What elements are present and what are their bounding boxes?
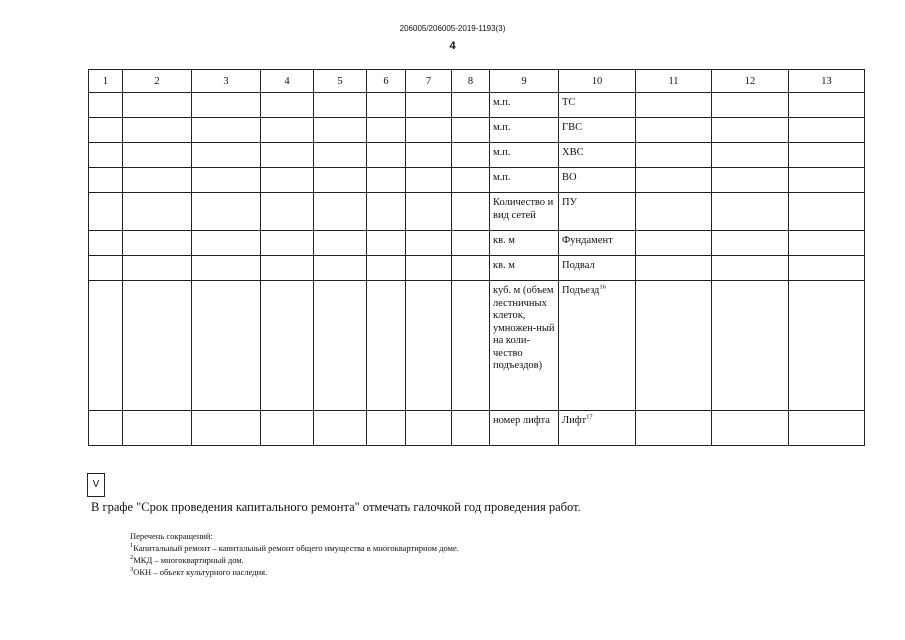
item-label: ПУ — [562, 197, 578, 208]
abbreviations-list — [130, 530, 459, 578]
unit-cell: Количество и вид сетей — [490, 193, 559, 231]
abbreviation-item: $^3$ОКН – объект культурного наследия. — [130, 566, 268, 577]
item-cell — [559, 281, 636, 411]
unit-cell: м.п. — [490, 118, 559, 143]
column-header: 5 — [314, 70, 367, 93]
item-label: ВО — [562, 172, 577, 183]
table-row — [89, 118, 865, 143]
item-cell — [559, 231, 636, 256]
item-cell — [559, 256, 636, 281]
column-header: 4 — [261, 70, 314, 93]
unit-cell: куб. м (объем лестничных клеток, умножен-ный на коли-чество подъездов) — [490, 281, 559, 411]
column-header: 2 — [123, 70, 192, 93]
checkmark-box: V — [87, 473, 105, 497]
table-row — [89, 168, 865, 193]
column-header: 12 — [712, 70, 789, 93]
table-row — [89, 411, 865, 446]
footnote-mark: 16 — [599, 283, 606, 291]
column-header: 8 — [452, 70, 490, 93]
abbreviations-title: Перечень сокращений: — [130, 531, 213, 541]
page-number: 4 — [449, 40, 456, 52]
instruction-note: В графе "Срок проведения капитального ремонта" отмечать галочкой год проведения работ. — [91, 500, 581, 514]
table-row — [89, 231, 865, 256]
item-cell — [559, 143, 636, 168]
item-label: ГВС — [562, 122, 583, 133]
column-header: 7 — [406, 70, 452, 93]
item-label: Лифт — [562, 415, 587, 426]
unit-cell: номер лифта — [490, 411, 559, 446]
abbreviation-item: $^1$Капитальный ремонт – капитальный ремонт общего имущества в многоквартирном доме. — [130, 542, 459, 553]
table-row — [89, 93, 865, 118]
item-cell — [559, 193, 636, 231]
table-header-row — [89, 70, 865, 93]
footnote-mark: 17 — [586, 413, 593, 421]
table-row — [89, 193, 865, 231]
item-cell — [559, 93, 636, 118]
item-cell — [559, 168, 636, 193]
abbreviation-item: $^2$МКД – многоквартирный дом. — [130, 554, 244, 565]
item-cell — [559, 118, 636, 143]
column-header: 1 — [89, 70, 123, 93]
item-label: Фундамент — [562, 235, 613, 246]
column-header: 9 — [490, 70, 559, 93]
repair-schedule-table — [88, 69, 865, 446]
table-row — [89, 256, 865, 281]
unit-cell: м.п. — [490, 93, 559, 118]
unit-cell: кв. м — [490, 256, 559, 281]
column-header: 13 — [789, 70, 865, 93]
unit-cell: м.п. — [490, 143, 559, 168]
column-header: 10 — [559, 70, 636, 93]
table-row — [89, 281, 865, 411]
unit-cell: кв. м — [490, 231, 559, 256]
item-label: Подъезд — [562, 285, 600, 296]
column-header: 6 — [367, 70, 406, 93]
item-label: Подвал — [562, 260, 595, 271]
item-label: ТС — [562, 97, 576, 108]
item-label: ХВС — [562, 147, 584, 158]
item-cell — [559, 411, 636, 446]
column-header: 11 — [636, 70, 712, 93]
unit-cell: м.п. — [490, 168, 559, 193]
document-id: 206005/206005-2019-1193(3) — [399, 24, 506, 33]
table-row — [89, 143, 865, 168]
column-header: 3 — [192, 70, 261, 93]
